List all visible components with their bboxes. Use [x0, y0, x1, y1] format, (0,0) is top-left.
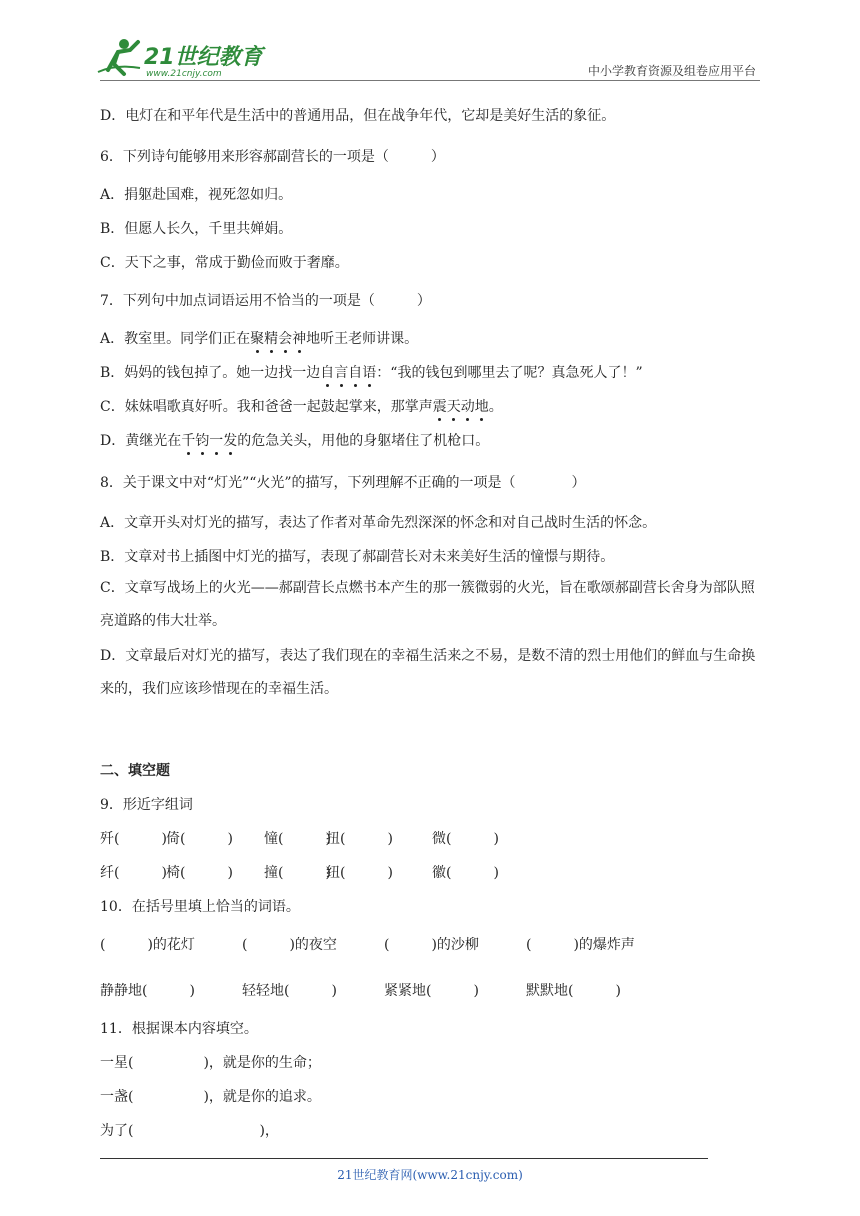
- q7-option-b: B．妈妈的钱包掉了。她一边找一边自言自语：“我的钱包到哪里去了呢？真急死人了！”: [100, 362, 643, 382]
- q7-option-a: A．教室里。同学们正在聚精会神地听王老师讲课。: [100, 328, 418, 348]
- q7-option-d: D．黄继光在千钧一发的危急关头，用他的身躯堵住了机枪口。: [100, 430, 489, 450]
- q6-stem: 6．下列诗句能够用来形容郝副营长的一项是（ ）: [100, 149, 445, 165]
- section-title-fill-blanks: 二、填空题: [100, 763, 170, 779]
- q8-stem: 8．关于课文中对“灯光”“火光”的描写，下列理解不正确的一项是（ ）: [100, 475, 586, 491]
- q7-option-c: C．妹妹唱歌真好听。我和爸爸一起鼓起掌来，那掌声震天动地。: [100, 396, 503, 416]
- q9-stem: 9．形近字组词: [100, 797, 193, 813]
- header-divider: [100, 80, 760, 81]
- q10-stem: 10．在括号里填上恰当的词语。: [100, 899, 300, 915]
- svg-text:www.21cnjy.com: www.21cnjy.com: [146, 69, 222, 78]
- q11-line-2: 一盏( )，就是你的追求。: [100, 1089, 321, 1105]
- page-header: [0, 0, 860, 80]
- q11-stem: 11．根据课本内容填空。: [100, 1021, 258, 1037]
- q11-line-3: 为了( )，: [100, 1123, 279, 1139]
- footer-divider: [100, 1158, 708, 1159]
- q9-row-1: 歼( ) 倚( ) 憧( ) 扭( ) 微( ): [100, 831, 499, 847]
- platform-name: 中小学教育资源及组卷应用平台: [587, 64, 756, 78]
- site-logo: [96, 34, 266, 78]
- q8-option-a: A．文章开头对灯光的描写，表达了作者对革命先烈深深的怀念和对自己战时生活的怀念。: [100, 515, 657, 531]
- q5-option-d: D．电灯在和平年代是生活中的普通用品，但在战争年代，它却是美好生活的象征。: [100, 108, 616, 124]
- q6-option-a: A．捐躯赴国难，视死忽如归。: [100, 187, 293, 203]
- q10-row-2: 静静地( ) 轻轻地( ) 紧紧地( ) 默默地( ): [100, 983, 621, 999]
- q8-option-b: B．文章对书上插图中灯光的描写，表现了郝副营长对未来美好生活的憧憬与期待。: [100, 549, 615, 565]
- q8-option-c: C．文章写战场上的火光——郝副营长点燃书本产生的那一簇微弱的火光，旨在歌颂郝副营长舍身为部队照亮道路的伟大壮举。: [100, 580, 755, 629]
- q8-option-d: D．文章最后对灯光的描写，表达了我们现在的幸福生活来之不易，是数不清的烈士用他们的鲜血与生命换来的，我们应该珍惜现在的幸福生活。: [100, 648, 756, 697]
- q6-option-b: B．但愿人长久，千里共婵娟。: [100, 221, 293, 237]
- q11-line-1: 一星( )，就是你的生命；: [100, 1055, 321, 1071]
- footer-site[interactable]: 21世纪教育网(www.21cnjy.com): [337, 1168, 523, 1182]
- q10-row-1: ( )的花灯 ( )的夜空 ( )的沙柳 ( )的爆炸声: [100, 937, 635, 953]
- q7-stem: 7．下列句中加点词语运用不恰当的一项是（ ）: [100, 293, 431, 309]
- q6-option-c: C．天下之事，常成于勤俭而败于奢靡。: [100, 255, 349, 271]
- svg-text:21世纪教育: 21世纪教育: [144, 45, 263, 70]
- q9-row-2: 纤( ) 椅( ) 撞( ) 纽( ) 徽( ): [100, 865, 499, 881]
